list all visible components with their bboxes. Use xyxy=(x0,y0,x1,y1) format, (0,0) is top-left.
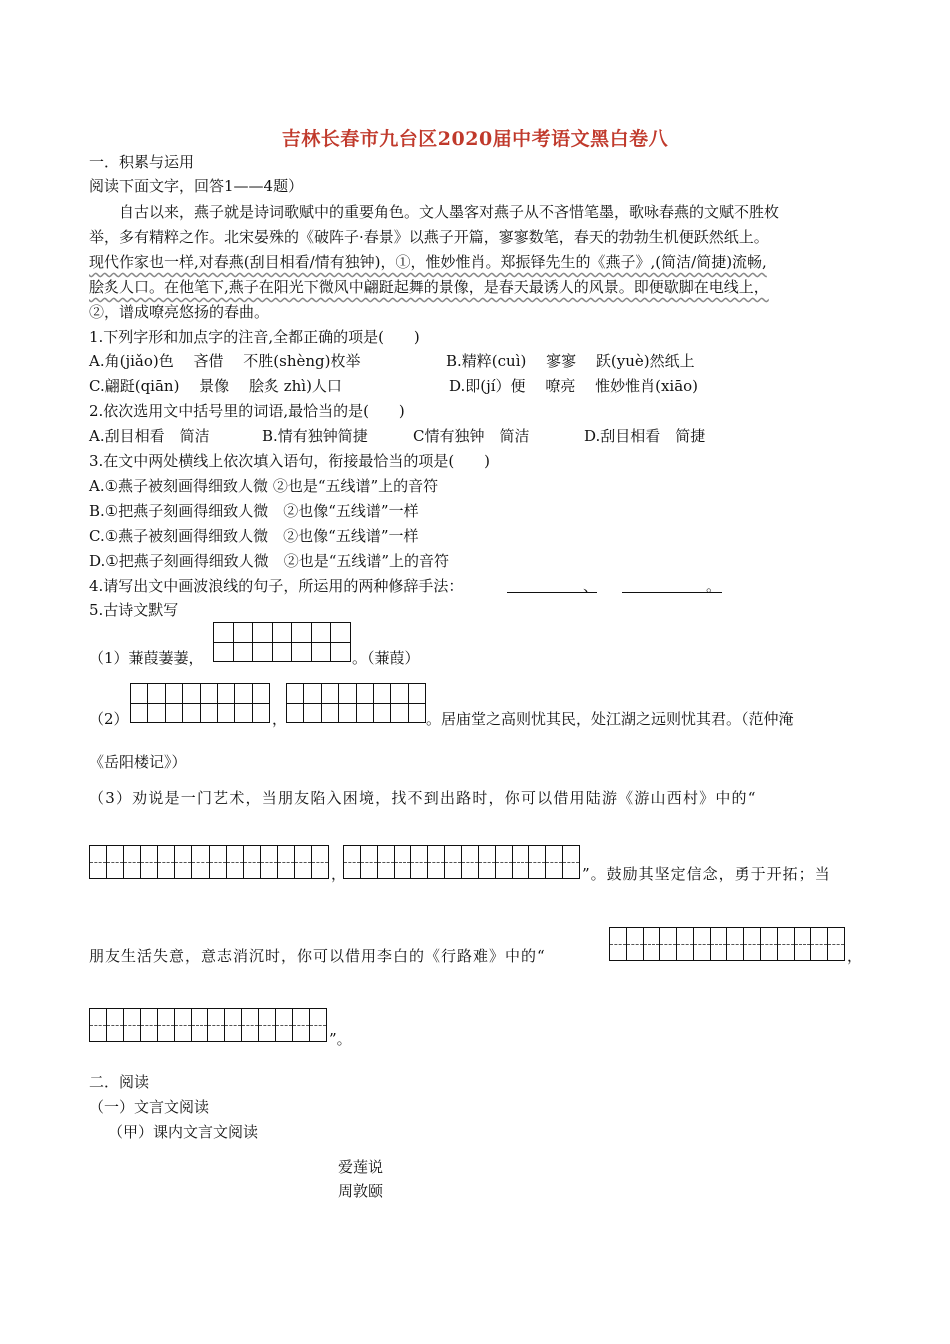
q5-item3-answer-grid-3[interactable] xyxy=(609,927,845,961)
section1-heading: 一．积累与运用 xyxy=(89,153,195,171)
q5-item2-prefix: （2） xyxy=(89,710,129,728)
q5-item3-answer-grid-1[interactable] xyxy=(89,845,329,879)
q3-option-c: C.①燕子被刻画得细致人微 ②也像“五线谱”一样 xyxy=(89,527,419,545)
q2-stem: 2.依次选用文中括号里的词语,最恰当的是( ) xyxy=(89,402,405,420)
passage-line-1: 自古以来，燕子就是诗词歌赋中的重要角色。文人墨客对燕子从不吝惜笔墨，歌咏春燕的文赋不胜枚 xyxy=(89,203,780,221)
q5-item2-answer-grid-1[interactable] xyxy=(130,683,270,723)
q4-stem: 4.请写出文中画波浪线的句子，所运用的两种修辞手法： xyxy=(89,577,464,595)
essay-author: 周敦颐 xyxy=(338,1182,384,1200)
section2-sub1: （一）文言文阅读 xyxy=(89,1098,210,1116)
q5-item3-line1: （3）劝说是一门艺术，当朋友陷入困境，找不到出路时，你可以借用陆游《游山西村》中的“ xyxy=(89,789,757,807)
passage-line-4: 脍炙人口。在他笔下,燕子在阳光下微风中翩跹起舞的景像，是春天最诱人的风景。即便歇脚在电线上， xyxy=(89,278,769,296)
q5-item3-answer-grid-4[interactable] xyxy=(89,1008,327,1042)
q5-item1-suffix: 。（蒹葭） xyxy=(352,649,420,667)
essay-title: 爱莲说 xyxy=(338,1158,384,1176)
q5-item1-answer-grid[interactable] xyxy=(213,622,351,662)
q1-option-b: B.精粹(cuì) 寥寥 跃(yuè)然纸上 xyxy=(446,352,695,370)
reading-intro: 阅读下面文字，回答1——4题） xyxy=(89,177,304,195)
q1-option-c: C.翩跹(qiān) 景像 脍炙 zhì)人口 xyxy=(89,377,342,395)
q5-item3-line3: 朋友生活失意，意志消沉时，你可以借用李白的《行路难》中的“ xyxy=(89,947,546,965)
q5-stem: 5.古诗文默写 xyxy=(89,601,179,619)
q5-item2-comma: ， xyxy=(272,710,288,728)
passage-line-5: ②，谱成嘹亮悠扬的春曲。 xyxy=(89,303,270,321)
q5-item3-after: ”。鼓励其坚定信念，勇于开拓；当 xyxy=(582,865,831,883)
q5-item2-source: 《岳阳楼记》） xyxy=(89,753,187,771)
section2-sub2: （甲）课内文言文阅读 xyxy=(108,1123,259,1141)
q1-option-d: D.即(jí）便 嘹亮 惟妙惟肖(xiāo) xyxy=(449,377,699,395)
q3-option-b: B.①把燕子刻画得细致人微 ②也像“五线谱”一样 xyxy=(89,502,419,520)
q1-option-a: A.角(jiǎo)色 吝借 不胜(shèng)枚举 xyxy=(89,352,361,370)
q5-item2-suffix: 。居庙堂之高则忧其民，处江湖之远则忧其君。（范仲淹 xyxy=(426,710,794,728)
q5-item3-answer-grid-2[interactable] xyxy=(343,845,580,879)
q5-item3-comma2: ， xyxy=(847,947,863,965)
q5-item1-prefix: （1）蒹葭萋萋， xyxy=(89,649,204,667)
q3-stem: 3.在文中两处横线上依次填入语句，衔接最恰当的项是( ) xyxy=(89,452,491,470)
q5-item3-comma: ， xyxy=(331,865,347,883)
section2-heading: 二．阅读 xyxy=(89,1073,150,1091)
q2-option-d: D.刮目相看 简捷 xyxy=(584,427,706,445)
q2-option-a: A.刮目相看 简洁 xyxy=(89,427,210,445)
q2-option-c: C情有独钟 简洁 xyxy=(413,427,530,445)
document-title: 吉林长春市九台区2020届中考语文黑白卷八 xyxy=(281,128,669,150)
q3-option-a: A.①燕子被刻画得细致人微 ②也是“五线谱”上的音符 xyxy=(89,477,439,495)
q1-stem: 1.下列字形和加点字的注音,全都正确的项是( ) xyxy=(89,328,420,346)
q4-end: 。 xyxy=(706,577,722,595)
q3-option-d: D.①把燕子刻画得细致人微 ②也是“五线谱”上的音符 xyxy=(89,552,450,570)
passage-line-2: 举，多有精粹之作。北宋晏殊的《破阵子·春景》以燕子开篇，寥寥数笔，春天的勃勃生机便跃然纸上。 xyxy=(89,228,769,246)
q4-separator: 、 xyxy=(583,577,599,595)
q5-item3-end: ”。 xyxy=(329,1030,352,1048)
passage-line-3: 现代作家也一样,对春燕(刮目相看/情有独钟)，①，惟妙惟肖。郑振铎先生的《燕子》,(简洁/简捷)流畅, xyxy=(89,253,767,271)
q5-item2-answer-grid-2[interactable] xyxy=(286,683,426,723)
q2-option-b: B.情有独钟简捷 xyxy=(262,427,368,445)
